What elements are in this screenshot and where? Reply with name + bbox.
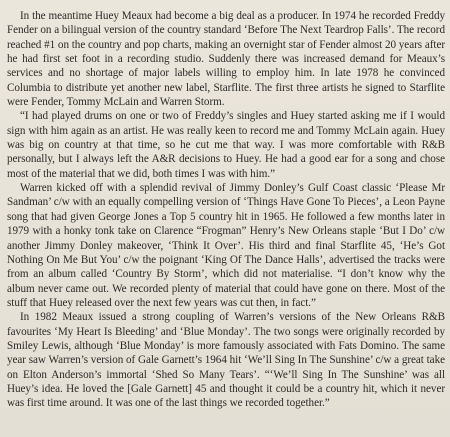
paragraph-meaux-producer: In the meantime Huey Meaux had become a big deal as a producer. In 1974 he recorded Freddy Fender on a bilingual version of the country standard ‘Before The Next Teardrop Falls’. The record reached #1 on the country and pop charts, making an overnight star of Fender almost 20 years after he had first set foot in a recording studio. Suddenly there was increased demand for Meaux’s services and no shortage of major labels willing to employ him. In late 1978 he convinced Columbia to distribute yet another new label, Starflite. The first three artists he signed to Starflite were Fender, Tommy McLain and Warren Storm. [7,10,445,109]
paragraph-storm-quote-drums: “I had played drums on one or two of Freddy’s singles and Huey started asking me if I would sign with him again as an artist. He was really keen to record me and Tommy McLain again. Huey was big on country at that time, so he cut me that way. I was more comfortable with R&B personally, but I always left the A&R decisions to Huey. He had a good ear for a song and chose most of the material that we did, both times I was with him.” [7,110,445,180]
paragraph-starflite-singles: Warren kicked off with a splendid revival of Jimmy Donley’s Gulf Coast classic ‘Please Mr Sandman’ c/w with an equally compelling version of ‘Things Have Gone To Pieces’, a Leon Payne song that had given George Jones a Top 5 country hit in 1965. He followed a few months later in 1979 with a honky tonk take on Clarence “Frogman” Henry’s New Orleans staple ‘But I Do’ c/w another Jimmy Donley makeover, ‘Think It Over’. His third and final Starflite 45, ‘He’s Got Nothing On Me But You’ c/w the poignant ‘King Of The Dance Halls’, advertised the tracks were from an album called ‘Country By Storm’, which did not materialise. “I don’t know why the album never came out. We recorded plenty of material that could have gone on there. Most of the stuff that Huey released over the next few years was cut then, in fact.” [7,182,445,309]
article-body [7,9,445,411]
paragraph-1982-releases: In 1982 Meaux issued a strong coupling of Warren’s versions of the New Orleans R&B favourites ‘My Heart Is Bleeding’ and ‘Blue Monday’. The two songs were originally recorded by Smiley Lewis, although ‘Blue Monday’ is more famously associated with Fats Domino. The same year saw Warren’s version of Gale Garnett’s 1964 hit ‘We’ll Sing In The Sunshine’ c/w a great take on Elton Anderson’s immortal ‘Shed So Many Tears’. “‘We’ll Sing In The Sunshine’ was all Huey’s idea. He loved the [Gale Garnett] 45 and thought it could be a country hit, which it never was first time around. It was one of the last things we recorded together.” [7,311,445,410]
